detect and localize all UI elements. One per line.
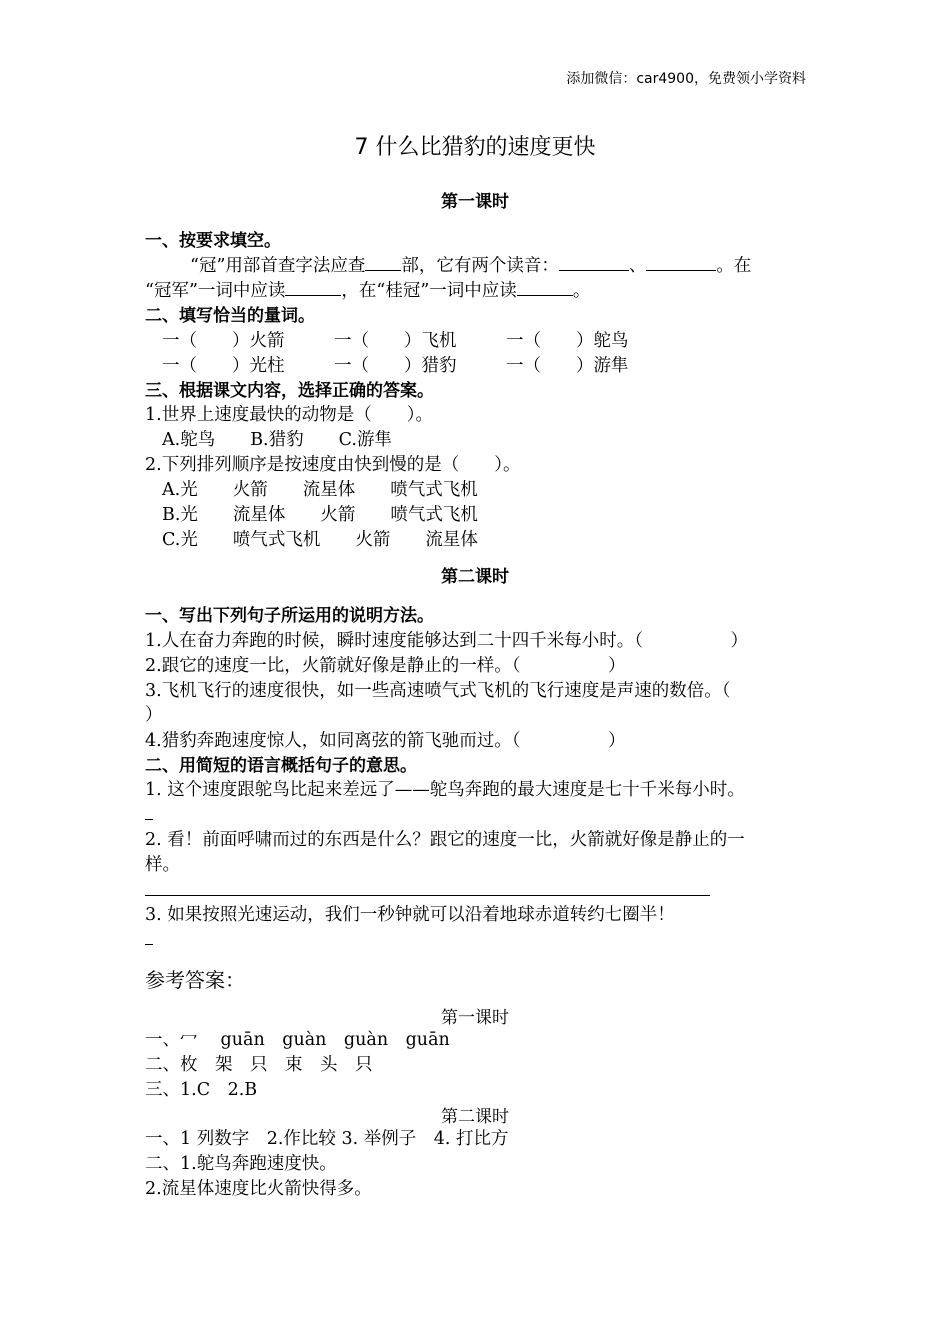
blank-guanjun[interactable] [285, 279, 341, 296]
answers-lesson1-heading: 第一课时 [441, 1008, 509, 1028]
answers-l2-a2: 二、1.鸵鸟奔跑速度快。 [145, 1154, 337, 1174]
l1-q1: 1.世界上速度最快的动物是（ ）。 [145, 405, 433, 425]
measure-item: 一（ ）光柱 [162, 356, 285, 376]
lesson2-heading: 第二课时 [441, 567, 509, 587]
page-title: 7 什么比猎豹的速度更快 [354, 135, 596, 160]
l1-q2-option-c: C.光 喷气式飞机 火箭 流星体 [162, 530, 478, 550]
l1-q2-option-a: A.光 火箭 流星体 喷气式飞机 [162, 480, 478, 500]
l1-q2-option-b: B.光 流星体 火箭 喷气式飞机 [162, 505, 478, 525]
watermark: 添加微信：car4900，免费领小学资料 [566, 71, 806, 87]
l2-q3: 3.飞机飞行的速度很快，如一些高速喷气式飞机的飞行速度是声速的数倍。（ [145, 681, 731, 701]
l2-q1: 1.人在奋力奔跑的时候，瞬时速度能够达到二十四千米每小时。（ ） [145, 631, 748, 651]
answers-title: 参考答案： [145, 968, 245, 992]
answers-l1-a1: 一、冖 guān guàn guàn guān [145, 1030, 450, 1050]
answers-l2-a1: 一、1 列数字 2.作比较 3. 举例子 4. 打比方 [145, 1129, 509, 1149]
l2-s2-q2: 2. 看！前面呼啸而过的东西是什么？跟它的速度一比，火箭就好像是静止的一 [145, 830, 745, 850]
l1-fill-line2: “冠军”一词中应读 ，在“桂冠”一词中应读 。 [145, 281, 591, 301]
l2-q4: 4.猎豹奔跑速度惊人，如同离弦的箭飞驰而过。（ ） [145, 731, 626, 751]
l1-q2: 2.下列排列顺序是按速度由快到慢的是（ ）。 [145, 455, 521, 475]
measure-item: 一（ ）火箭 [162, 331, 285, 351]
measure-row-2 [162, 354, 629, 378]
blank-radical[interactable] [365, 254, 401, 271]
l2-s2-q2-end: 样。 [145, 855, 180, 875]
answer-line[interactable] [145, 895, 710, 896]
answers-l1-a2: 二、枚 架 只 束 头 只 [145, 1055, 373, 1075]
blank-reading1[interactable] [559, 254, 629, 271]
l2-q3-end: ） [145, 705, 163, 725]
measure-item: 一（ ）鸵鸟 [506, 331, 629, 351]
answer-short-line[interactable] [145, 928, 153, 952]
l1-section2-title: 二、填写恰当的量词。 [145, 306, 315, 326]
l1-fill-line1: “冠”用部首查字法应查 部，它有两个读音： 、 。在 [190, 256, 752, 276]
blank-guiguan[interactable] [517, 279, 573, 296]
answers-l2-a3: 2.流星体速度比火箭快得多。 [145, 1179, 372, 1199]
l2-s2-q1: 1. 这个速度跟鸵鸟比起来差远了——鸵鸟奔跑的最大速度是七十千米每小时。 [145, 780, 745, 800]
answers-l1-a3: 三、1.C 2.B [145, 1080, 258, 1100]
l2-q2: 2.跟它的速度一比，火箭就好像是静止的一样。（ ） [145, 656, 626, 676]
answer-short-line[interactable] [145, 803, 153, 827]
l2-section1-title: 一、写出下列句子所运用的说明方法。 [145, 606, 434, 626]
measure-item: 一（ ）飞机 [334, 331, 457, 351]
l1-q1-options: A.鸵鸟 B.猎豹 C.游隼 [162, 430, 392, 450]
l1-section3-title: 三、根据课文内容，选择正确的答案。 [145, 381, 434, 401]
l2-section2-title: 二、用简短的语言概括句子的意思。 [145, 756, 417, 776]
l2-s2-q3: 3. 如果按照光速运动，我们一秒钟就可以沿着地球赤道转约七圈半！ [145, 905, 675, 925]
measure-row-1 [162, 329, 629, 353]
lesson1-heading: 第一课时 [441, 192, 509, 212]
measure-item: 一（ ）游隼 [506, 356, 629, 376]
answers-lesson2-heading: 第二课时 [441, 1107, 509, 1127]
blank-reading2[interactable] [646, 254, 716, 271]
l1-section1-title: 一、按要求填空。 [145, 231, 281, 251]
measure-item: 一（ ）猎豹 [334, 356, 457, 376]
